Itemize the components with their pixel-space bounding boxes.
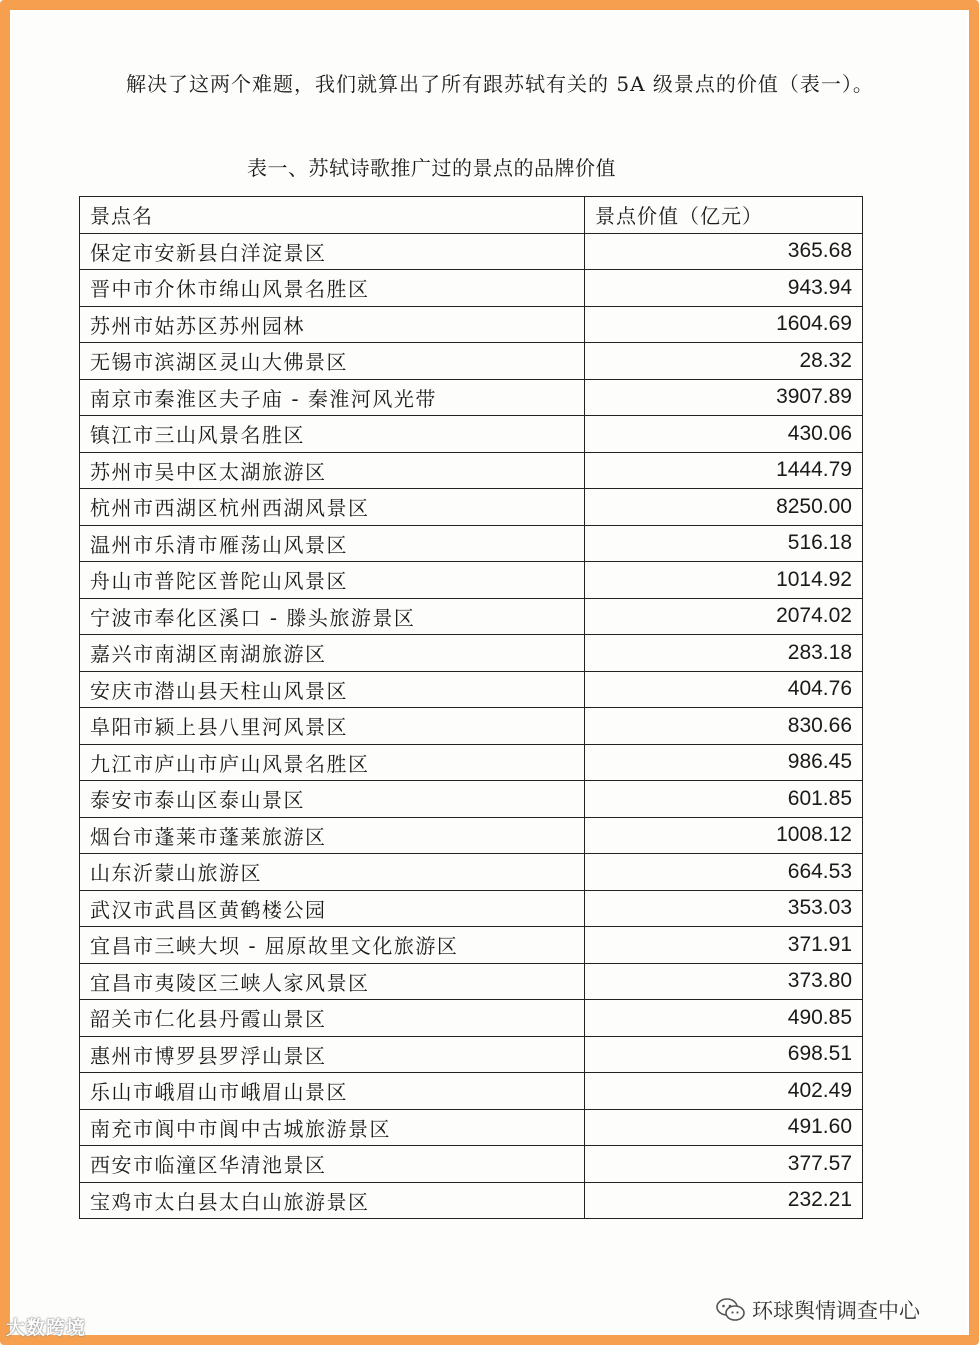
- table-row: [80, 963, 863, 1000]
- watermark-right: [716, 1295, 920, 1325]
- table-row: [80, 744, 863, 781]
- table-row: [80, 489, 863, 526]
- scenic-name-cell: 武汉市武昌区黄鹤楼公园: [80, 890, 585, 927]
- table-row: [80, 854, 863, 891]
- scenic-name-cell: 韶关市仁化县丹霞山景区: [80, 1000, 585, 1037]
- table-row: [80, 1000, 863, 1037]
- scenic-value-cell: 371.91: [585, 927, 863, 964]
- table-row: [80, 1182, 863, 1219]
- scenic-value-cell: 664.53: [585, 854, 863, 891]
- scenic-value-cell: 491.60: [585, 1109, 863, 1146]
- scenic-name-cell: 阜阳市颍上县八里河风景区: [80, 708, 585, 745]
- scenic-name-cell: 苏州市姑苏区苏州园林: [80, 306, 585, 343]
- table-row: [80, 1036, 863, 1073]
- scenic-name-cell: 南充市阆中市阆中古城旅游景区: [80, 1109, 585, 1146]
- header-scenic-value: 景点价值（亿元）: [585, 197, 863, 234]
- intro-paragraph: 解决了这两个难题，我们就算出了所有跟苏轼有关的 5A 级景点的价值（表一）。: [126, 72, 874, 96]
- scenic-name-cell: 宝鸡市太白县太白山旅游景区: [80, 1182, 585, 1219]
- watermark-left: 大数跨境: [6, 1317, 87, 1339]
- header-scenic-name: 景点名: [80, 197, 585, 234]
- scenic-name-cell: 惠州市博罗县罗浮山景区: [80, 1036, 585, 1073]
- table-row: [80, 343, 863, 380]
- scenic-value-cell: 490.85: [585, 1000, 863, 1037]
- scenic-value-cell: 3907.89: [585, 379, 863, 416]
- scenic-name-cell: 烟台市蓬莱市蓬莱旅游区: [80, 817, 585, 854]
- table-row: [80, 671, 863, 708]
- scenic-value-cell: 601.85: [585, 781, 863, 818]
- scenic-name-cell: 宜昌市三峡大坝 - 屈原故里文化旅游区: [80, 927, 585, 964]
- scenic-name-cell: 镇江市三山风景名胜区: [80, 416, 585, 453]
- scenic-name-cell: 嘉兴市南湖区南湖旅游区: [80, 635, 585, 672]
- table-header-row: [80, 197, 863, 234]
- table-row: [80, 890, 863, 927]
- table-row: [80, 1109, 863, 1146]
- scenic-value-cell: 8250.00: [585, 489, 863, 526]
- scenic-value-cell: 353.03: [585, 890, 863, 927]
- scenic-value-cell: 1444.79: [585, 452, 863, 489]
- scenic-value-cell: 830.66: [585, 708, 863, 745]
- scenic-name-cell: 安庆市潜山县天柱山风景区: [80, 671, 585, 708]
- scenic-name-cell: 宁波市奉化区溪口 - 滕头旅游景区: [80, 598, 585, 635]
- scenic-value-cell: 516.18: [585, 525, 863, 562]
- table-row: [80, 270, 863, 307]
- table-row: [80, 1073, 863, 1110]
- scenic-value-cell: 986.45: [585, 744, 863, 781]
- table-row: [80, 635, 863, 672]
- scenic-value-cell: 1604.69: [585, 306, 863, 343]
- scenic-value-cell: 1008.12: [585, 817, 863, 854]
- scenic-value-cell: 283.18: [585, 635, 863, 672]
- table-row: [80, 233, 863, 270]
- scenic-name-cell: 温州市乐清市雁荡山风景区: [80, 525, 585, 562]
- table-row: [80, 817, 863, 854]
- table-row: [80, 927, 863, 964]
- watermark-right-text: 环球舆情调查中心: [752, 1299, 920, 1323]
- scenic-value-cell: 1014.92: [585, 562, 863, 599]
- table-row: [80, 708, 863, 745]
- scenic-name-cell: 泰安市泰山区泰山景区: [80, 781, 585, 818]
- table-row: [80, 598, 863, 635]
- scenic-value-cell: 430.06: [585, 416, 863, 453]
- scenic-value-cell: 232.21: [585, 1182, 863, 1219]
- table-row: [80, 1146, 863, 1183]
- scenic-name-cell: 宜昌市夷陵区三峡人家风景区: [80, 963, 585, 1000]
- document-page: [12, 12, 967, 1333]
- scenic-name-cell: 山东沂蒙山旅游区: [80, 854, 585, 891]
- table-row: [80, 416, 863, 453]
- table-body: [80, 233, 863, 1219]
- scenic-name-cell: 九江市庐山市庐山风景名胜区: [80, 744, 585, 781]
- scenic-value-cell: 365.68: [585, 233, 863, 270]
- scenic-name-cell: 南京市秦淮区夫子庙 - 秦淮河风光带: [80, 379, 585, 416]
- scenic-value-cell: 373.80: [585, 963, 863, 1000]
- wechat-icon: [716, 1297, 746, 1323]
- table-row: [80, 781, 863, 818]
- scenic-value-cell: 2074.02: [585, 598, 863, 635]
- scenic-name-cell: 无锡市滨湖区灵山大佛景区: [80, 343, 585, 380]
- scenic-name-cell: 舟山市普陀区普陀山风景区: [80, 562, 585, 599]
- table-row: [80, 562, 863, 599]
- scenic-value-cell: 698.51: [585, 1036, 863, 1073]
- scenic-value-cell: 404.76: [585, 671, 863, 708]
- scenic-value-cell: 28.32: [585, 343, 863, 380]
- scenic-name-cell: 苏州市吴中区太湖旅游区: [80, 452, 585, 489]
- scenic-name-cell: 西安市临潼区华清池景区: [80, 1146, 585, 1183]
- value-table: [79, 196, 863, 1219]
- scenic-value-cell: 402.49: [585, 1073, 863, 1110]
- table-row: [80, 379, 863, 416]
- scenic-value-cell: 377.57: [585, 1146, 863, 1183]
- table-row: [80, 525, 863, 562]
- scenic-value-cell: 943.94: [585, 270, 863, 307]
- table-row: [80, 306, 863, 343]
- table-caption: 表一、苏轼诗歌推广过的景点的品牌价值: [247, 156, 616, 180]
- table-row: [80, 452, 863, 489]
- scenic-name-cell: 乐山市峨眉山市峨眉山景区: [80, 1073, 585, 1110]
- scenic-name-cell: 晋中市介休市绵山风景名胜区: [80, 270, 585, 307]
- scenic-name-cell: 保定市安新县白洋淀景区: [80, 233, 585, 270]
- scenic-name-cell: 杭州市西湖区杭州西湖风景区: [80, 489, 585, 526]
